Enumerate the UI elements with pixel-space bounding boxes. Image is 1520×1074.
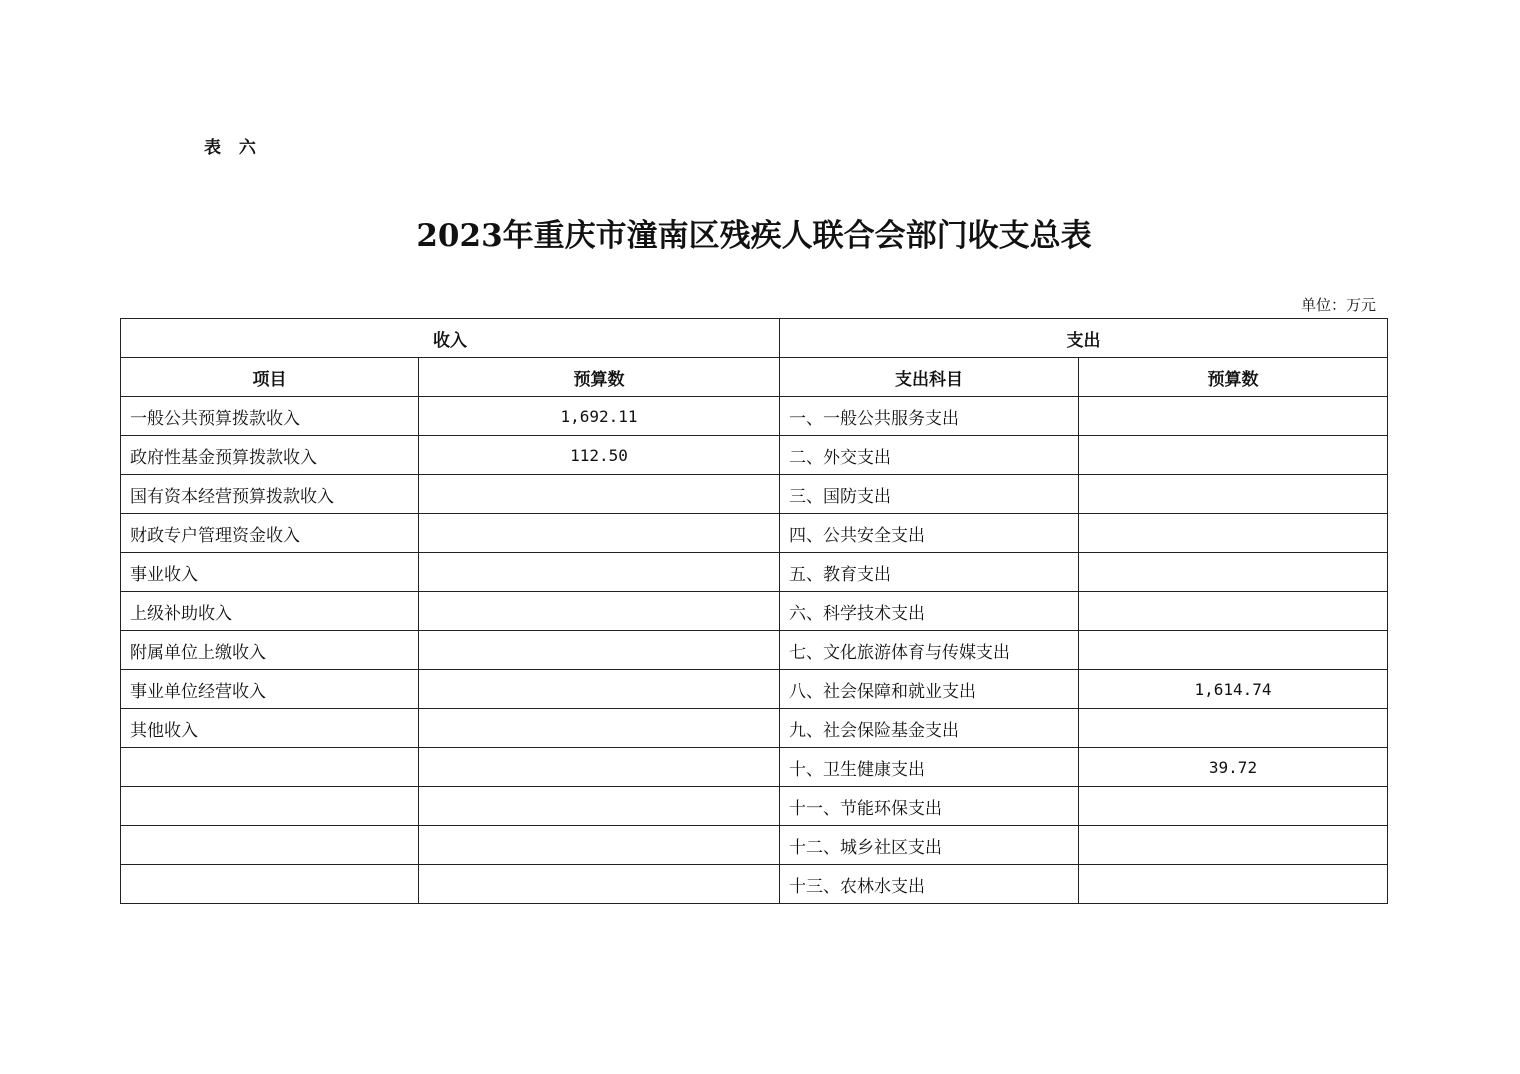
income-budget-cell	[419, 865, 780, 904]
unit-label: 单位：万元	[1300, 296, 1376, 314]
income-budget-cell	[419, 553, 780, 592]
table-row	[121, 631, 1388, 670]
expenditure-group-header: 支出	[780, 319, 1388, 358]
group-header-row	[121, 319, 1388, 358]
income-item-cell: 事业单位经营收入	[121, 670, 419, 709]
expenditure-item-cell: 五、教育支出	[780, 553, 1079, 592]
table-row	[121, 670, 1388, 709]
expenditure-item-cell: 一、一般公共服务支出	[780, 397, 1079, 436]
table-row	[121, 748, 1388, 787]
table-body	[121, 397, 1388, 904]
expenditure-budget-cell	[1079, 436, 1388, 475]
expenditure-budget-cell	[1079, 826, 1388, 865]
table-row	[121, 436, 1388, 475]
expenditure-item-cell: 九、社会保险基金支出	[780, 709, 1079, 748]
income-budget-cell: 112.50	[419, 436, 780, 475]
income-item-cell: 财政专户管理资金收入	[121, 514, 419, 553]
income-item-cell: 政府性基金预算拨款收入	[121, 436, 419, 475]
expenditure-item-cell: 四、公共安全支出	[780, 514, 1079, 553]
expenditure-budget-cell	[1079, 475, 1388, 514]
income-item-cell: 国有资本经营预算拨款收入	[121, 475, 419, 514]
expenditure-budget-cell	[1079, 787, 1388, 826]
income-budget-cell	[419, 592, 780, 631]
expenditure-budget-cell: 1,614.74	[1079, 670, 1388, 709]
expenditure-item-header: 支出科目	[780, 358, 1079, 397]
income-item-cell: 事业收入	[121, 553, 419, 592]
expenditure-budget-cell	[1079, 514, 1388, 553]
table-row	[121, 514, 1388, 553]
table-row	[121, 397, 1388, 436]
expenditure-budget-cell	[1079, 397, 1388, 436]
table-number-label: 表 六	[204, 138, 262, 158]
expenditure-budget-cell	[1079, 631, 1388, 670]
table-row	[121, 709, 1388, 748]
income-item-cell	[121, 787, 419, 826]
column-header-row	[121, 358, 1388, 397]
expenditure-item-cell: 二、外交支出	[780, 436, 1079, 475]
expenditure-item-cell: 三、国防支出	[780, 475, 1079, 514]
table-row	[121, 553, 1388, 592]
expenditure-budget-cell	[1079, 553, 1388, 592]
income-budget-cell	[419, 631, 780, 670]
income-budget-cell	[419, 787, 780, 826]
income-item-cell: 附属单位上缴收入	[121, 631, 419, 670]
income-item-cell	[121, 748, 419, 787]
income-item-cell: 一般公共预算拨款收入	[121, 397, 419, 436]
income-expenditure-table	[120, 318, 1388, 904]
expenditure-budget-cell	[1079, 865, 1388, 904]
table-row	[121, 592, 1388, 631]
income-item-cell	[121, 826, 419, 865]
income-budget-cell	[419, 709, 780, 748]
table-row	[121, 865, 1388, 904]
income-budget-cell	[419, 826, 780, 865]
table-row	[121, 826, 1388, 865]
income-budget-cell	[419, 748, 780, 787]
income-group-header: 收入	[121, 319, 780, 358]
expenditure-budget-cell	[1079, 709, 1388, 748]
document-title: 2023年重庆市潼南区残疾人联合会部门收支总表	[416, 218, 1092, 254]
income-item-header: 项目	[121, 358, 419, 397]
expenditure-item-cell: 十三、农林水支出	[780, 865, 1079, 904]
expenditure-item-cell: 十二、城乡社区支出	[780, 826, 1079, 865]
income-item-cell: 上级补助收入	[121, 592, 419, 631]
income-budget-cell	[419, 670, 780, 709]
income-item-cell	[121, 865, 419, 904]
expenditure-item-cell: 七、文化旅游体育与传媒支出	[780, 631, 1079, 670]
expenditure-budget-header: 预算数	[1079, 358, 1388, 397]
expenditure-item-cell: 十、卫生健康支出	[780, 748, 1079, 787]
table-row	[121, 475, 1388, 514]
income-budget-header: 预算数	[419, 358, 780, 397]
expenditure-budget-cell: 39.72	[1079, 748, 1388, 787]
income-item-cell: 其他收入	[121, 709, 419, 748]
income-budget-cell: 1,692.11	[419, 397, 780, 436]
table-row	[121, 787, 1388, 826]
expenditure-item-cell: 十一、节能环保支出	[780, 787, 1079, 826]
income-budget-cell	[419, 475, 780, 514]
income-budget-cell	[419, 514, 780, 553]
expenditure-item-cell: 六、科学技术支出	[780, 592, 1079, 631]
expenditure-item-cell: 八、社会保障和就业支出	[780, 670, 1079, 709]
expenditure-budget-cell	[1079, 592, 1388, 631]
